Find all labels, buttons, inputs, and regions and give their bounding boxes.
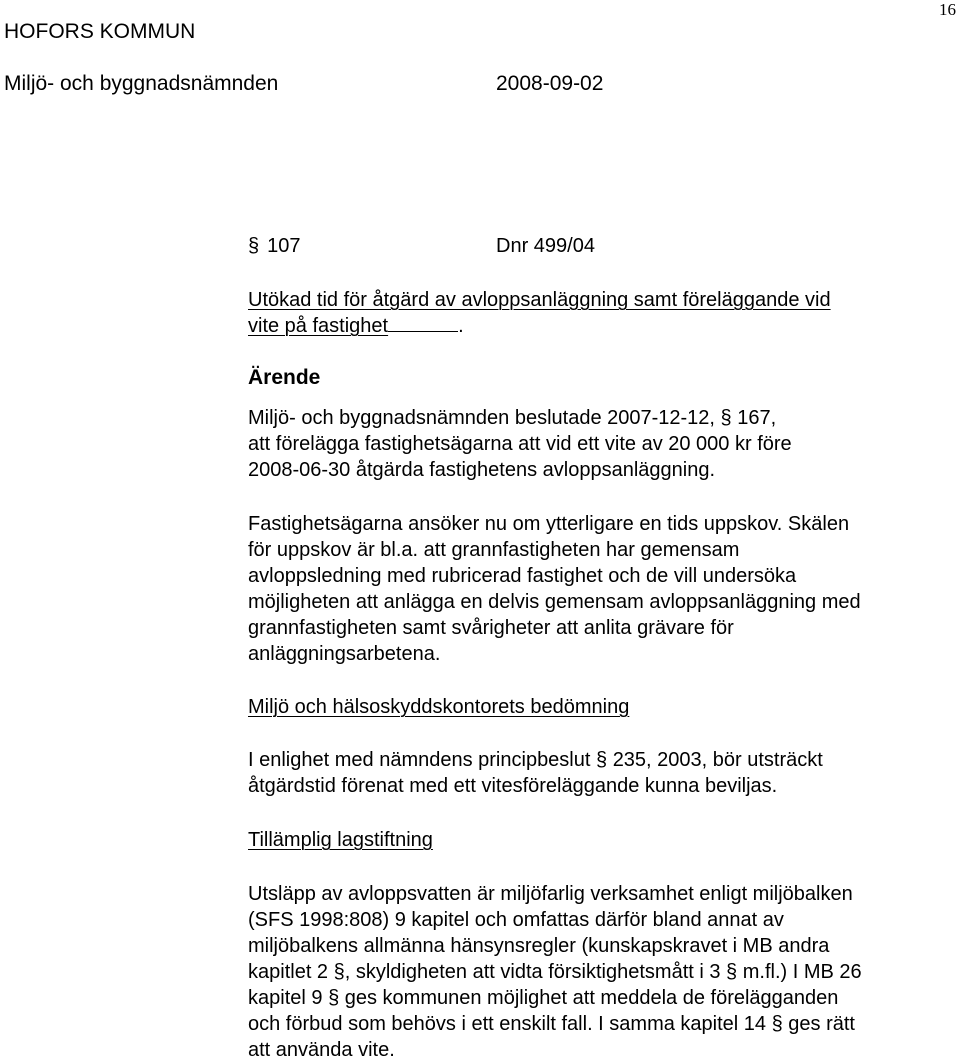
arende-heading: Ärende	[248, 366, 321, 389]
page-number: 16	[939, 0, 956, 19]
lagstiftning-line-6	[248, 1011, 855, 1037]
paragraph-sign: §	[596, 749, 608, 771]
bedomning-line-1	[248, 747, 823, 773]
lagstiftning-line-5	[248, 985, 838, 1011]
lagstiftning-text: och förbud som behövs i ett enskilt fall. I samma kapitel 14	[248, 1013, 767, 1035]
lagstiftning-text: ges rätt	[788, 1013, 855, 1035]
arende-p1-text: Miljö- och byggnadsnämnden beslutade 2007-12-12,	[248, 407, 715, 429]
arende-p2-line-1: Fastighetsägarna ansöker nu om ytterligare en tids uppskov. Skälen	[248, 513, 850, 535]
lagstiftning-text: m.fl.) I MB 26	[742, 961, 862, 983]
bedomning-text: I enlighet med nämndens principbeslut	[248, 749, 591, 771]
organization-name: HOFORS KOMMUN	[4, 20, 196, 43]
redacted-property-blank	[388, 313, 458, 332]
case-title-line-1: Utökad tid för åtgärd av avloppsanläggning samt föreläggande vid	[248, 289, 831, 311]
lagstiftning-line-1: Utsläpp av avloppsvatten är miljöfarlig verksamhet enligt miljöbalken	[248, 883, 853, 905]
paragraph-sign: §	[720, 407, 732, 429]
case-title-text: vite på fastighet	[248, 315, 389, 337]
paragraph-sign: §	[333, 961, 345, 983]
bedomning-line-2: åtgärdstid förenat med ett vitesföreläggande kunna beviljas.	[248, 775, 778, 797]
lagstiftning-text: , skyldigheten att vidta försiktighetsmått i 3	[344, 961, 721, 983]
lagstiftning-line-3: miljöbalkens allmänna hänsynsregler (kunskapskravet i MB andra	[248, 935, 830, 957]
bedomning-heading: Miljö och hälsoskyddskontorets bedömning	[248, 696, 630, 718]
paragraph-sign: §	[771, 1013, 783, 1035]
lagstiftning-line-2: (SFS 1998:808) 9 kapitel och omfattas därför bland annat av	[248, 909, 784, 931]
paragraph-sign: §	[248, 235, 260, 257]
arende-p2-line-2: för uppskov är bl.a. att grannfastigheten har gemensam	[248, 539, 740, 561]
lagstiftning-text: kapitel 9	[248, 987, 323, 1009]
arende-p1-line-3: 2008-06-30 åtgärda fastighetens avloppsanläggning.	[248, 459, 716, 481]
paragraph-sign: §	[328, 987, 340, 1009]
case-title-line-2	[248, 313, 464, 339]
lagstiftning-line-7: att använda vite.	[248, 1039, 395, 1061]
lagstiftning-heading: Tillämplig lagstiftning	[248, 829, 433, 851]
case-title-end: .	[458, 315, 464, 337]
arende-p2-line-6: anläggningsarbetena.	[248, 643, 441, 665]
lagstiftning-text: kapitlet 2	[248, 961, 329, 983]
arende-p1-line-1	[248, 405, 776, 431]
lagstiftning-line-4	[248, 959, 862, 985]
arende-p2-line-4: möjligheten att anlägga en delvis gemensam avloppsanläggning med	[248, 591, 861, 613]
arende-p1-ref: 167,	[737, 407, 777, 429]
paragraph-number: 107	[267, 235, 301, 257]
lagstiftning-text: ges kommunen möjlighet att meddela de förelägganden	[344, 987, 839, 1009]
arende-p2-line-5: grannfastigheten samt svårigheter att anlita grävare för	[248, 617, 734, 639]
case-number-line	[248, 233, 301, 259]
bedomning-ref: 235, 2003, bör utsträckt	[612, 749, 823, 771]
paragraph-sign: §	[726, 961, 738, 983]
committee-name: Miljö- och byggnadsnämnden	[4, 72, 279, 95]
arende-p2-line-3: avloppsledning med rubricerad fastighet och de vill undersöka	[248, 565, 797, 587]
meeting-date: 2008-09-02	[496, 72, 604, 95]
arende-p1-line-2: att förelägga fastighetsägarna att vid ett vite av 20 000 kr före	[248, 433, 792, 455]
diary-number: Dnr 499/04	[496, 235, 595, 257]
